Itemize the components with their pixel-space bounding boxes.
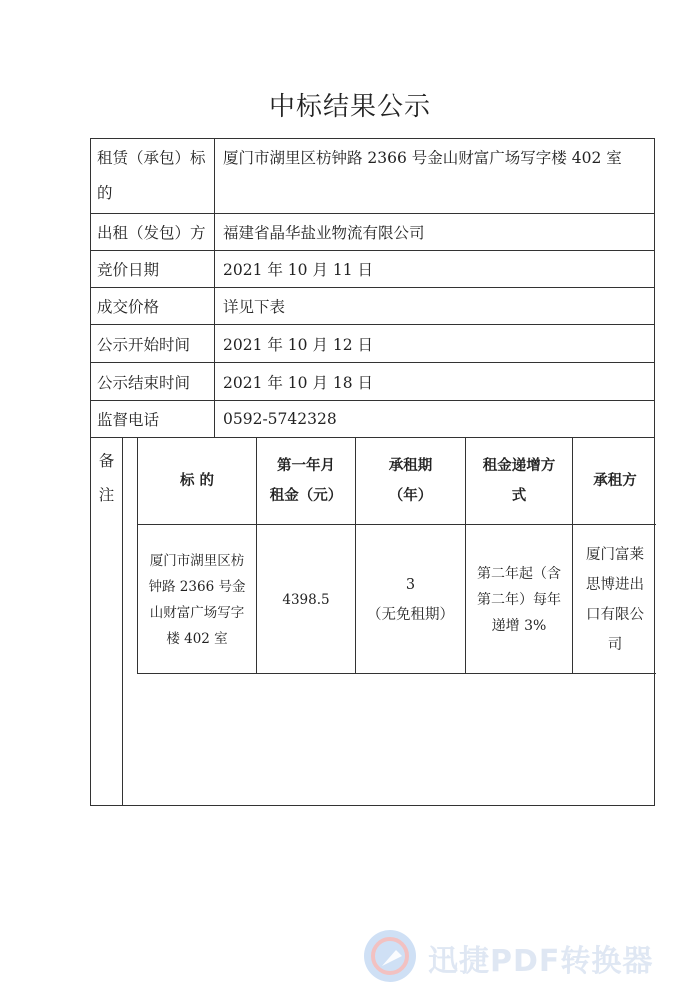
remarks-label-line: 注 bbox=[98, 486, 115, 504]
row-label-line: 的 bbox=[97, 184, 113, 202]
table-row bbox=[91, 325, 654, 363]
header-text: （年） bbox=[388, 487, 433, 504]
watermark-text: 迅捷PDF转换器 bbox=[428, 944, 654, 979]
cell-text: 第二年起（含 bbox=[477, 565, 561, 582]
cell-text: 4398.5 bbox=[282, 591, 330, 608]
remarks-data-row bbox=[138, 525, 656, 674]
cell-text: 厦门市湖里区枋 bbox=[149, 552, 245, 569]
row-label-lessor: 出租（发包）方 bbox=[91, 214, 215, 250]
table-row bbox=[91, 214, 654, 251]
row-label-start: 公示开始时间 bbox=[91, 325, 215, 362]
cell-text: （无免租期） bbox=[367, 606, 454, 623]
cell-text: 楼 402 室 bbox=[166, 630, 228, 647]
header-text: 式 bbox=[511, 487, 527, 504]
header-text: 承租方 bbox=[593, 472, 637, 489]
cell-term bbox=[356, 525, 466, 674]
watermark bbox=[362, 928, 653, 988]
row-label-end: 公示结束时间 bbox=[91, 363, 215, 400]
row-value-end: 2021 年 10 月 18 日 bbox=[223, 373, 374, 392]
cell-text: 第二年）每年 bbox=[477, 591, 561, 608]
watermark-logo-icon bbox=[362, 928, 418, 988]
remarks-header-row bbox=[138, 438, 656, 525]
row-label-bid-date: 竞价日期 bbox=[91, 251, 215, 287]
header-lessee bbox=[573, 438, 657, 524]
header-increase bbox=[466, 438, 573, 524]
row-value-target: 厦门市湖里区枋钟路 2366 号金山财富广场写字楼 402 室 bbox=[223, 149, 622, 167]
page-title: 中标结果公示 bbox=[268, 92, 431, 122]
header-text: 第一年月 bbox=[277, 457, 335, 474]
header-text: 租金递增方 bbox=[482, 457, 556, 474]
header-target bbox=[138, 438, 257, 524]
row-label-price: 成交价格 bbox=[91, 288, 215, 324]
cell-text: 厦门富莱 bbox=[586, 546, 644, 563]
remarks-label bbox=[91, 438, 123, 805]
cell-target bbox=[138, 525, 257, 674]
remarks-table bbox=[137, 438, 656, 674]
row-label-line: 租赁（承包）标 bbox=[97, 149, 206, 167]
row-value-price: 详见下表 bbox=[223, 298, 286, 316]
cell-increase bbox=[466, 525, 573, 674]
row-value-bid-date: 2021 年 10 月 11 日 bbox=[223, 261, 374, 279]
row-value-lessor: 福建省晶华盐业物流有限公司 bbox=[223, 224, 425, 242]
cell-rent bbox=[257, 525, 356, 674]
cell-text: 钟路 2366 号金 bbox=[148, 578, 246, 595]
header-text: 租金（元） bbox=[269, 487, 343, 504]
remarks-label-line: 备 bbox=[98, 452, 115, 470]
header-text: 标 的 bbox=[179, 472, 215, 489]
table-row bbox=[91, 251, 654, 288]
row-label-phone: 监督电话 bbox=[91, 401, 215, 437]
row-value-phone: 0592-5742328 bbox=[223, 410, 337, 428]
table-row bbox=[91, 139, 654, 214]
header-rent bbox=[257, 438, 356, 524]
cell-text: 口有限公 bbox=[586, 606, 644, 623]
cell-text: 思博进出 bbox=[586, 576, 644, 593]
table-row bbox=[91, 363, 654, 401]
remarks-section bbox=[91, 438, 654, 805]
result-table bbox=[90, 138, 655, 806]
header-term bbox=[356, 438, 466, 524]
table-row bbox=[91, 401, 654, 438]
cell-text: 3 bbox=[405, 576, 416, 593]
table-row bbox=[91, 288, 654, 325]
cell-text: 递增 3% bbox=[491, 617, 547, 634]
cell-text: 山财富广场写字 bbox=[149, 604, 245, 621]
header-text: 承租期 bbox=[388, 457, 433, 474]
cell-lessee bbox=[573, 525, 657, 674]
row-value-start: 2021 年 10 月 12 日 bbox=[223, 335, 374, 354]
cell-text: 司 bbox=[607, 636, 623, 653]
row-label-target bbox=[91, 139, 215, 213]
